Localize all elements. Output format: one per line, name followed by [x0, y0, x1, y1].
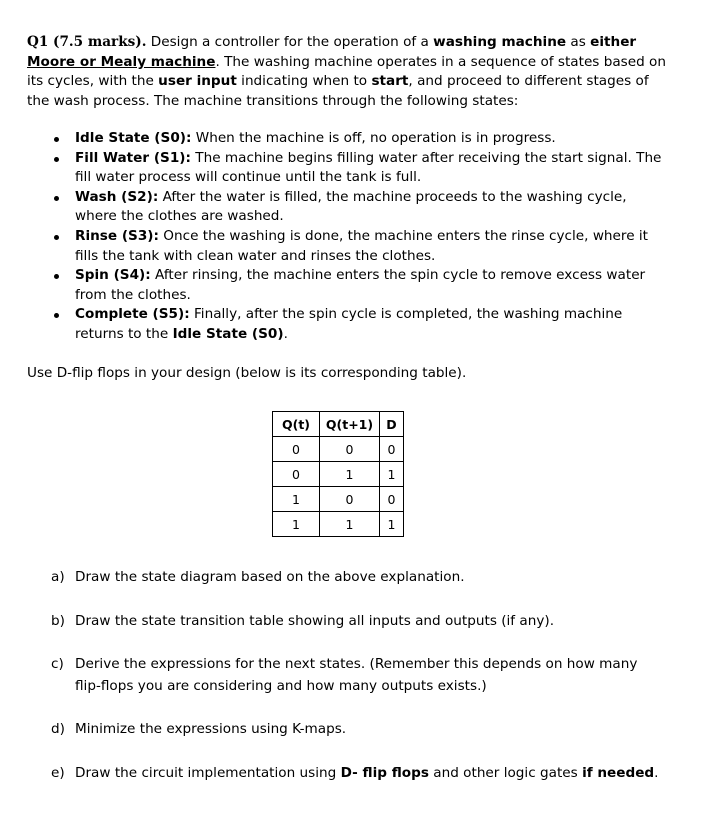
state-item-s5: Complete (S5): Finally, after the spin cycle is completed, the washing machine returns to the Idle State (S0). [75, 306, 623, 342]
task-list [51, 567, 661, 784]
table-cell: 0 [380, 437, 404, 462]
state-item-s2: Wash (S2): After the water is filled, the machine proceeds to the washing cycle, where the clothes are washed. [75, 188, 627, 225]
task-item-b: b) Draw the state transition table showing all inputs and outputs (if any). [51, 612, 555, 629]
state-item-s1: Fill Water (S1): The machine begins filling water after receiving the start signal. The fill water process will continue until the tank is full. [75, 149, 662, 186]
table-cell: 1 [320, 512, 380, 537]
task-item-e: e) Draw the circuit implementation using D- flip flops and other logic gates if needed. [51, 764, 659, 781]
table-row [273, 487, 404, 512]
state-item-s3: Rinse (S3): Once the washing is done, the machine enters the rinse cycle, where it fills the tank with clean water and rinses the clothes. [75, 227, 648, 264]
table-cell: 1 [273, 487, 320, 512]
table-header-row [273, 412, 404, 437]
question-label: Q1 (7.5 marks). [27, 34, 147, 50]
table-row [273, 437, 404, 462]
task-item-d: d) Minimize the expressions using K-maps. [51, 721, 347, 737]
dff-instruction: Use D-flip flops in your design (below is its corresponding table). [27, 365, 467, 381]
table-row [273, 462, 404, 487]
table-cell: 0 [273, 462, 320, 487]
table-cell: 0 [273, 437, 320, 462]
task-item-a: a) Draw the state diagram based on the above explanation. [51, 569, 465, 585]
dff-characteristic-table [272, 411, 404, 537]
header-qt: Q(t) [273, 412, 320, 437]
state-item-s0: Idle State (S0): When the machine is off, no operation is in progress. [75, 130, 556, 146]
machine-type-emphasis: Moore or Mealy machine [27, 53, 216, 70]
table-cell: 1 [320, 462, 380, 487]
state-item-s4: Spin (S4): After rinsing, the machine enters the spin cycle to remove excess water from the clothes. [75, 267, 646, 303]
state-list [52, 129, 662, 345]
table-cell: 0 [320, 487, 380, 512]
table-cell: 0 [380, 487, 404, 512]
table-cell: 0 [320, 437, 380, 462]
table-cell: 1 [380, 462, 404, 487]
header-qt1: Q(t+1) [320, 412, 380, 437]
question-intro: Q1 (7.5 marks). Design a controller for the operation of a washing machine as either Moore or Mealy machine. The washing machine operates in a sequence of states based on its cycles, with the user input indicating when to start, and proceed to different stages of the wash process. The machine transitions through the following states: [27, 34, 666, 109]
table-cell: 1 [273, 512, 320, 537]
task-item-c: c) Derive the expressions for the next states. (Remember this depends on how many flip-flops you are considering and how many outputs exists.) [51, 656, 638, 694]
header-d: D [380, 412, 404, 437]
table-cell: 1 [380, 512, 404, 537]
table-row [273, 512, 404, 537]
